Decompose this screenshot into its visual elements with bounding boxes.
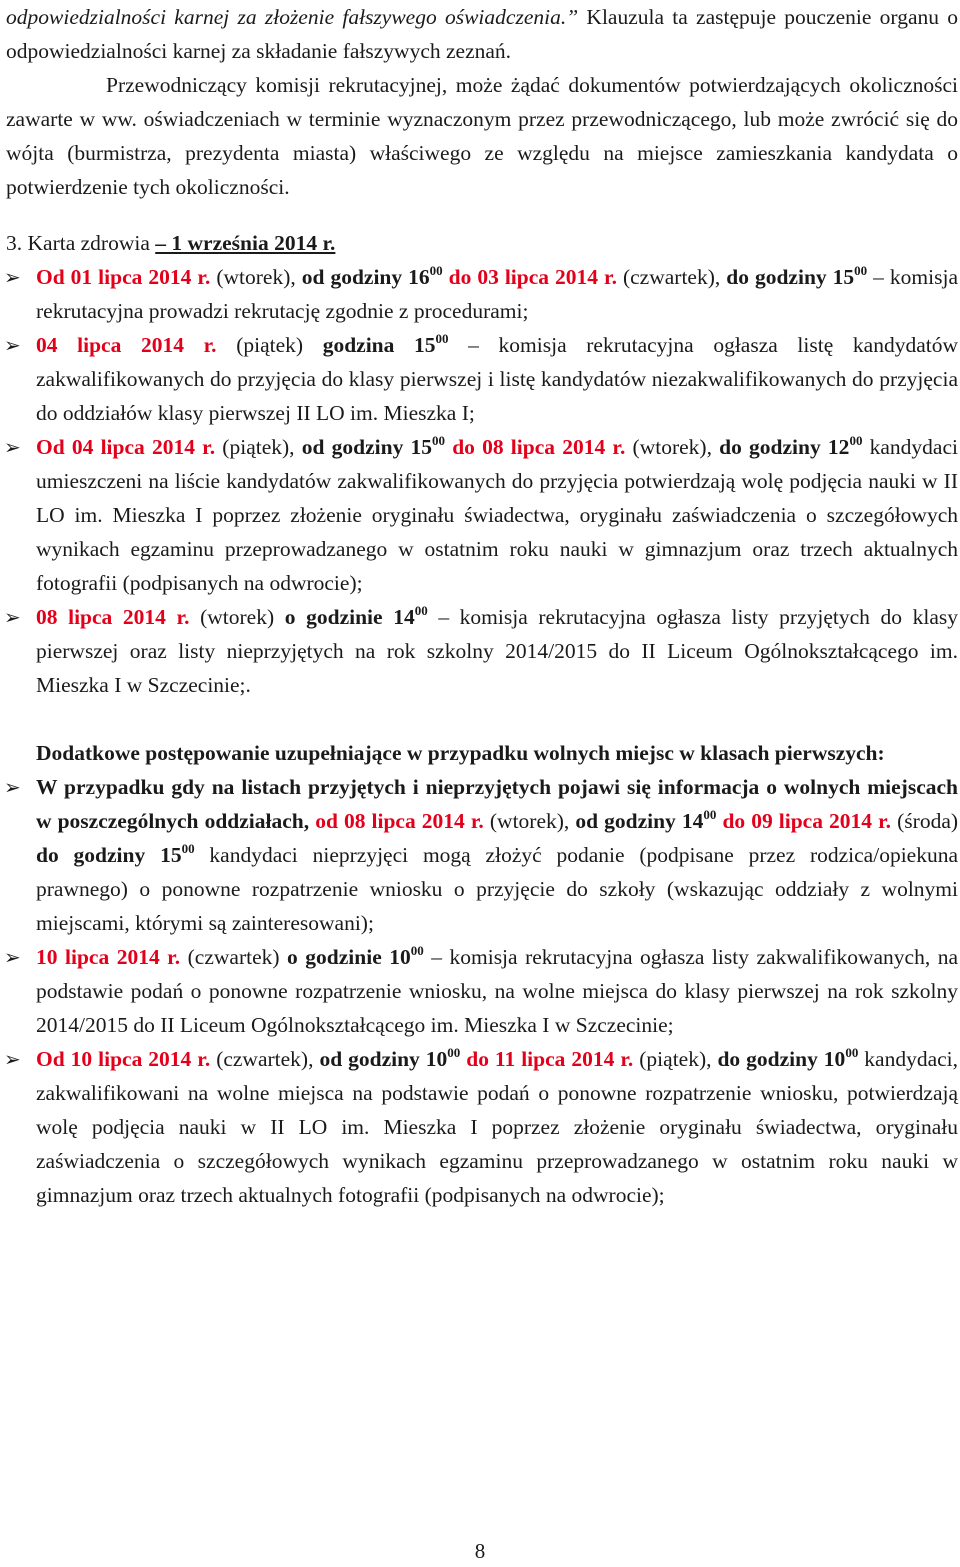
time-minutes: 00: [414, 603, 428, 618]
arrow-bullet-icon: ➢: [4, 775, 21, 799]
item-description: – komisja rekrutacyjna ogłasza listy zakwalifikowanych, na podstawie podań o ponowne rozpatrzenie wniosku, na wolne miejsca do klasy pierwszej na rok szkolny 2014/2015 do II Liceum Ogólnokształcącego im. Mieszka I w Szczecinie;: [36, 945, 959, 1037]
time-to: do godziny 12: [719, 435, 850, 459]
weekday: (wtorek),: [483, 809, 576, 833]
arrow-bullet-icon: ➢: [4, 1047, 21, 1071]
list-item: [6, 600, 958, 702]
weekday: (środa): [891, 809, 959, 833]
time: godzina 15: [322, 333, 436, 357]
document-page: [6, 0, 958, 1212]
weekday: (czwartek),: [616, 265, 727, 289]
arrow-bullet-icon: ➢: [4, 945, 21, 969]
time-from-minutes: 00: [432, 433, 446, 448]
karta-zdrowia-label: 3. Karta zdrowia: [6, 231, 156, 255]
item-description: kandydaci, zakwalifikowani na wolne miejsca na podstawie podań o ponowne rozpatrzenie wniosku, potwierdzają wolę podjęcia nauki w II LO im. Mieszka I poprzez złożenie oryginału świadectwa, oryginału zaświadczenia o szczegółowych wynikach egzaminu przeprowadzanego w ostatnim roku nauki w gimnazjum oraz trzech aktualnych fotografii (podpisanych na odwrocie);: [36, 1047, 959, 1207]
time-to: do godziny 10: [717, 1047, 846, 1071]
weekday: (wtorek): [189, 605, 285, 629]
date-range-end: do 11 lipca 2014 r.: [460, 1047, 634, 1071]
arrow-bullet-icon: ➢: [4, 605, 21, 629]
arrow-bullet-icon: ➢: [4, 333, 21, 357]
time-from: od godziny 10: [319, 1047, 448, 1071]
intro-text: Klauzula ta zastępuje pouczenie organu o odpowiedzialności karnej za składanie fałszywych zeznań.: [6, 5, 958, 63]
date: 08 lipca 2014 r.: [36, 605, 190, 629]
date-range-end: do 08 lipca 2014 r.: [445, 435, 626, 459]
item-description: kandydaci nieprzyjęci mogą złożyć podanie (podpisane przez rodzica/opiekuna prawnego) o ponowne rozpatrzenie wniosku o przyjęcie do szkoły (wskazując oddziały z wolnymi miejscami, którymi są zainteresowani);: [36, 843, 958, 935]
weekday: (wtorek),: [210, 265, 302, 289]
item-description: – komisja rekrutacyjna ogłasza listy przyjętych do klasy pierwszej oraz listy nieprzyjętych na rok szkolny 2014/2015 do II Liceum Ogólnokształcącego im. Mieszka I w Szczecinie;.: [36, 605, 959, 697]
supplementary-list: [6, 770, 958, 1212]
time-from: od godziny 15: [301, 435, 433, 459]
intro-italic-text: odpowiedzialności karnej za złożenie fałszywego oświadczenia.”: [6, 5, 579, 29]
weekday: (piątek),: [215, 435, 302, 459]
time-from-minutes: 00: [703, 807, 717, 822]
intro-paragraph-1: [6, 0, 958, 68]
weekday: (czwartek): [180, 945, 288, 969]
supplementary-heading: Dodatkowe postępowanie uzupełniające w przypadku wolnych miejsc w klasach pierwszych:: [36, 741, 885, 765]
item-description: – komisja rekrutacyjna prowadzi rekrutację zgodnie z procedurami;: [36, 265, 958, 323]
page-number: 8: [474, 1539, 486, 1563]
time-minutes: 00: [435, 331, 449, 346]
date-range-start: od 08 lipca 2014 r.: [309, 809, 484, 833]
time-from-minutes: 00: [447, 1045, 461, 1060]
weekday: (piątek),: [633, 1047, 718, 1071]
time: o godzinie 10: [287, 945, 411, 969]
time-minutes: 00: [410, 943, 424, 958]
date-range-end: do 03 lipca 2014 r.: [442, 265, 617, 289]
list-item: [6, 430, 958, 600]
weekday: (piątek): [216, 333, 323, 357]
time-to: do godziny 15: [36, 843, 182, 867]
list-item: [6, 770, 958, 940]
karta-zdrowia-date: – 1 września 2014 r.: [155, 231, 336, 255]
weekday: (wtorek),: [625, 435, 720, 459]
date-range-start: Od 01 lipca 2014 r.: [36, 265, 211, 289]
item-description: kandydaci umieszczeni na liście kandydatów zakwalifikowanych do przyjęcia potwierdzają wolę podjęcia nauki w II LO im. Mieszka I poprzez złożenie oryginału świadectwa, oryginału zaświadczenia o szczegółowych wynikach egzaminu przeprowadzanego w ostatnim roku nauki w gimnazjum oraz trzech aktualnych fotografii (podpisanych na odwrocie);: [36, 435, 958, 595]
list-item: [6, 260, 958, 328]
weekday: (czwartek),: [210, 1047, 320, 1071]
time-from: od godziny 14: [575, 809, 704, 833]
date: 04 lipca 2014 r.: [36, 333, 217, 357]
date-range-start: Od 10 lipca 2014 r.: [36, 1047, 211, 1071]
schedule-list: [6, 260, 958, 702]
time-from: od godziny 16: [301, 265, 430, 289]
arrow-bullet-icon: ➢: [4, 435, 21, 459]
time-to: do godziny 15: [726, 265, 855, 289]
item-lead: W przypadku gdy na listach przyjętych i nieprzyjętych pojawi się informacja o wolnych miejscach w poszczególnych oddziałach,: [36, 775, 958, 833]
list-item: [6, 940, 958, 1042]
item-description: – komisja rekrutacyjna ogłasza listę kandydatów zakwalifikowanych do przyjęcia do klasy pierwszej i listę kandydatów niezakwalifikowanych do przyjęcia do oddziałów klasy pierwszej II LO im. Mieszka I;: [36, 333, 958, 425]
time-to-minutes: 00: [845, 1045, 859, 1060]
date: 10 lipca 2014 r.: [36, 945, 181, 969]
time: o godzinie 14: [284, 605, 415, 629]
karta-zdrowia-line: [6, 226, 958, 260]
date-range-end: do 09 lipca 2014 r.: [716, 809, 892, 833]
time-to-minutes: 00: [849, 433, 863, 448]
time-to-minutes: 00: [854, 263, 868, 278]
date-range-start: Od 04 lipca 2014 r.: [36, 435, 216, 459]
intro-section: [6, 0, 958, 204]
list-item: [6, 328, 958, 430]
time-from-minutes: 00: [429, 263, 443, 278]
list-item: [6, 1042, 958, 1212]
intro-paragraph-2: Przewodniczący komisji rekrutacyjnej, może żądać dokumentów potwierdzających okoliczności zawarte w ww. oświadczeniach w terminie wyznaczonym przez przewodniczącego, lub może zwrócić się do wójta (burmistrza, prezydenta miasta) właściwego ze względu na miejsce zamieszkania kandydata o potwierdzenie tych okoliczności.: [6, 73, 958, 199]
arrow-bullet-icon: ➢: [4, 265, 21, 289]
time-to-minutes: 00: [181, 841, 195, 856]
